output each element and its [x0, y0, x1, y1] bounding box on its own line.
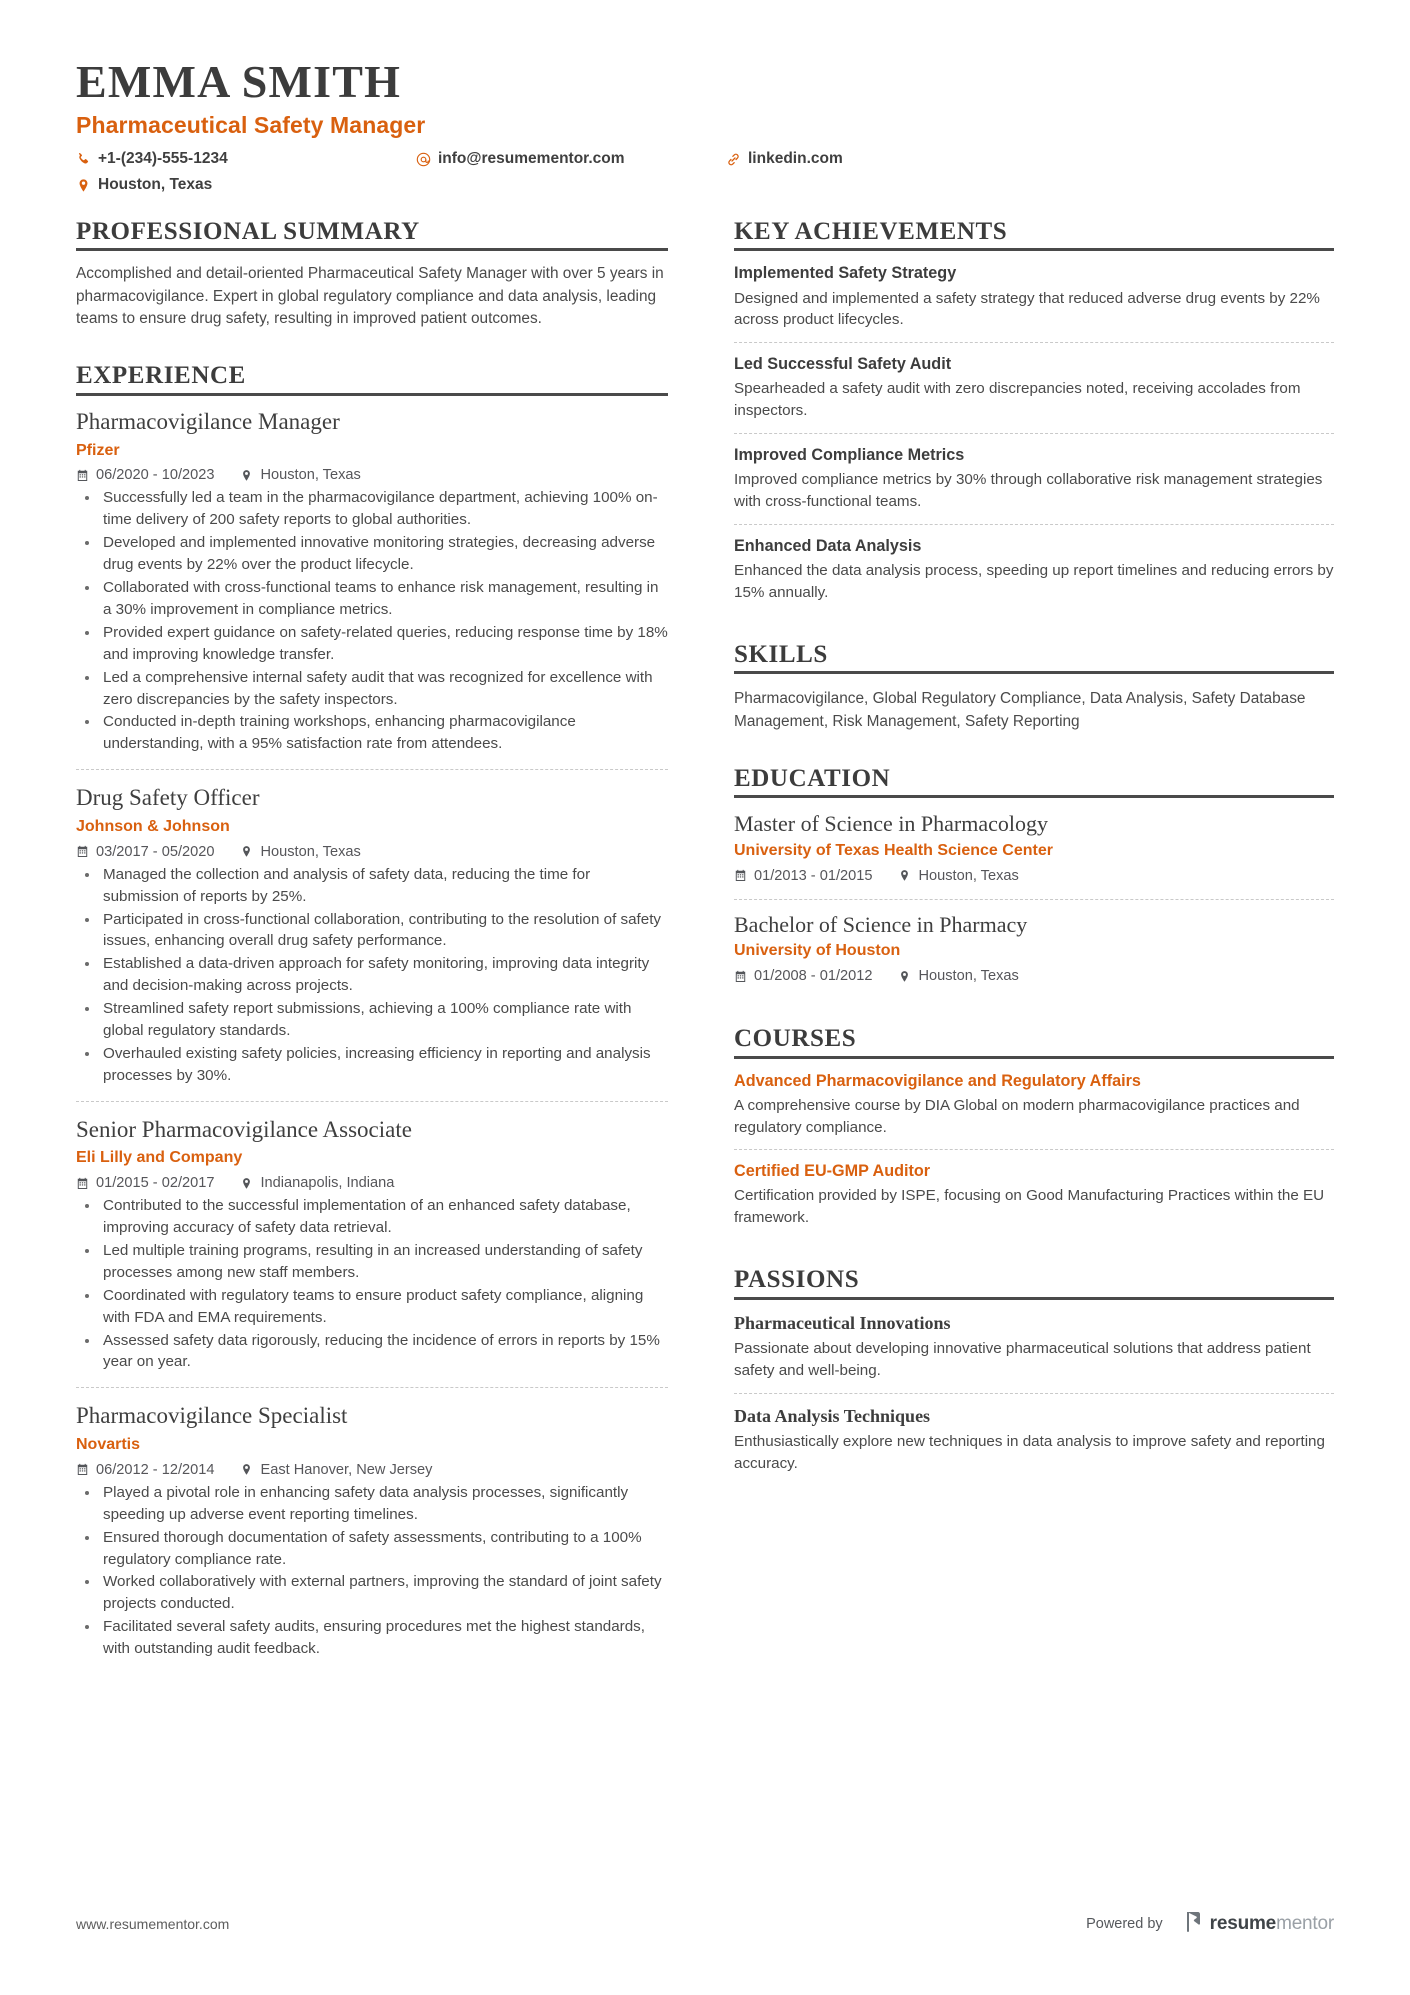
achievement-title: Implemented Safety Strategy — [734, 264, 957, 283]
bullet-item: Participated in cross-functional collaboration, contributing to the resolution of safety issues, enhancing overall drug safety performance. — [76, 909, 668, 953]
education-location-text: Houston, Texas — [918, 968, 1019, 985]
contact-phone-text: +1-(234)-555-1234 — [98, 150, 228, 168]
bookmark-logo-icon — [1185, 1911, 1204, 1937]
section-title-professional-summary: PROFESSIONAL SUMMARY — [76, 217, 420, 245]
experience-location-text: Houston, Texas — [260, 843, 361, 860]
bullet-item: Established a data-driven approach for safety monitoring, improving data integrity and decision-making across projects. — [76, 953, 668, 997]
section-rule — [734, 248, 1334, 251]
experience-bullets — [76, 487, 668, 755]
bullet-item: Worked collaboratively with external partners, improving the standard of joint safety projects conducted. — [76, 1571, 668, 1615]
education-dates-text: 01/2013 - 01/2015 — [754, 867, 873, 884]
education-dates-text: 01/2008 - 01/2012 — [754, 968, 873, 985]
section-key-achievements — [734, 218, 1334, 615]
education-school: University of Texas Health Science Center — [734, 841, 1053, 859]
bullet-item: Developed and implemented innovative monitoring strategies, decreasing adverse drug events by 22% over the product lifecycle. — [76, 532, 668, 576]
education-meta — [734, 868, 1334, 884]
achievement-item — [734, 263, 1334, 342]
education-school: University of Houston — [734, 942, 901, 960]
experience-location — [240, 467, 360, 483]
contact-location-text: Houston, Texas — [98, 176, 213, 194]
calendar-icon — [76, 845, 89, 858]
bullet-item: Conducted in-depth training workshops, enhancing pharmacovigilance understanding, with a 95% satisfaction rate from attendees. — [76, 711, 668, 755]
achievement-text: Enhanced the data analysis process, speeding up report timelines and reducing errors by 15% annually. — [734, 562, 1334, 601]
experience-company: Novartis — [76, 1436, 141, 1454]
section-professional-summary — [76, 218, 668, 330]
bullet-item: Led a comprehensive internal safety audit that was recognized for excellence with zero discrepancies by the safety inspectors. — [76, 667, 668, 711]
professional-summary-text: Accomplished and detail-oriented Pharmaceutical Safety Manager with over 5 years in pharmacovigilance. Expert in global regulatory compliance and data analysis, leading teams to ensure drug safety, resulting in improved patient outcomes. — [76, 265, 664, 328]
location-icon — [898, 970, 911, 983]
education-meta — [734, 968, 1334, 984]
section-title-experience: EXPERIENCE — [76, 362, 246, 390]
spacer — [734, 739, 1334, 765]
bullet-item: Successfully led a team in the pharmacovigilance department, achieving 100% on-time delivery of 200 safety reports to global authorities. — [76, 487, 668, 531]
achievement-text: Improved compliance metrics by 30% through collaborative risk management strategies with cross-functional teams. — [734, 471, 1323, 511]
experience-role: Senior Pharmacovigilance Associate — [76, 1116, 412, 1142]
experience-company: Pfizer — [76, 441, 120, 459]
passion-item — [734, 1393, 1334, 1486]
resumementor-wordmark — [1210, 1913, 1334, 1935]
calendar-icon — [734, 869, 747, 882]
education-dates — [734, 968, 872, 984]
achievement-item — [734, 524, 1334, 615]
section-title-courses: COURSES — [734, 1025, 857, 1053]
bullet-item: Collaborated with cross-functional teams to enhance risk management, resulting in a 30% improvement in compliance metrics. — [76, 577, 668, 621]
bullet-item: Coordinated with regulatory teams to ensure product safety compliance, aligning with FDA and EMA requirements. — [76, 1285, 668, 1329]
contact-details — [76, 149, 1334, 196]
achievement-text: Spearheaded a safety audit with zero discrepancies noted, receiving accolades from inspectors. — [734, 380, 1301, 420]
passion-text: Passionate about developing innovative pharmaceutical solutions that address patient safety and well-being. — [734, 1340, 1311, 1380]
right-column — [734, 218, 1334, 1492]
experience-meta — [76, 1175, 668, 1191]
experience-meta — [76, 467, 668, 483]
calendar-icon — [76, 1463, 89, 1476]
bullet-item: Ensured thorough documentation of safety assessments, contributing to a 100% regulatory compliance rate. — [76, 1527, 668, 1571]
experience-location — [240, 1462, 432, 1478]
achievement-item — [734, 342, 1334, 433]
spacer — [734, 621, 1334, 641]
contact-linkedin[interactable] — [726, 149, 1334, 170]
education-degree: Master of Science in Pharmacology — [734, 811, 1049, 837]
contact-location — [76, 175, 416, 196]
experience-entry — [76, 769, 668, 1096]
experience-role: Pharmacovigilance Manager — [76, 408, 340, 434]
education-dates — [734, 868, 872, 884]
course-title: Advanced Pharmacovigilance and Regulatory Affairs — [734, 1071, 1141, 1090]
experience-dates-text: 01/2015 - 02/2017 — [96, 1175, 215, 1192]
experience-entry — [76, 1101, 668, 1384]
calendar-icon — [76, 1177, 89, 1190]
contact-linkedin-text: linkedin.com — [748, 150, 843, 168]
experience-company: Johnson & Johnson — [76, 817, 230, 835]
education-degree: Bachelor of Science in Pharmacy — [734, 911, 1028, 937]
contact-phone[interactable] — [76, 149, 416, 170]
section-rule — [734, 671, 1334, 674]
location-icon — [240, 1177, 253, 1190]
left-column — [76, 218, 668, 1676]
experience-dates — [76, 467, 214, 483]
candidate-job-title: Pharmaceutical Safety Manager — [76, 111, 426, 138]
bullet-item: Provided expert guidance on safety-related queries, reducing response time by 18% and improving knowledge transfer. — [76, 622, 668, 666]
link-icon — [726, 152, 741, 167]
bullet-item: Facilitated several safety audits, ensuring procedures met the highest standards, with outstanding audit feedback. — [76, 1616, 668, 1660]
section-rule — [76, 248, 668, 251]
section-rule — [734, 1056, 1334, 1059]
calendar-icon — [734, 970, 747, 983]
passion-title: Pharmaceutical Innovations — [734, 1312, 951, 1333]
experience-dates — [76, 1175, 214, 1191]
passion-item — [734, 1312, 1334, 1393]
experience-role: Pharmacovigilance Specialist — [76, 1403, 348, 1429]
logo-word-light: mentor — [1276, 1913, 1334, 1934]
resume-header — [76, 56, 1334, 196]
section-title-key-achievements: KEY ACHIEVEMENTS — [734, 217, 1008, 245]
experience-bullets — [76, 1482, 668, 1660]
spacer — [734, 1246, 1334, 1266]
experience-location-text: Houston, Texas — [260, 467, 361, 484]
location-icon — [76, 178, 91, 193]
education-location-text: Houston, Texas — [918, 867, 1019, 884]
section-courses — [734, 1025, 1334, 1240]
course-text: A comprehensive course by DIA Global on modern pharmacovigilance practices and regulatory compliance. — [734, 1096, 1300, 1136]
section-rule — [76, 393, 668, 396]
spacer — [76, 336, 668, 362]
phone-icon — [76, 152, 91, 167]
experience-entry — [76, 408, 668, 765]
footer-website-url[interactable]: www.resumementor.com — [76, 1916, 230, 1932]
candidate-name: EMMA SMITH — [76, 56, 402, 107]
achievement-text: Designed and implemented a safety strategy that reduced adverse drug events by 22% across product lifecycles. — [734, 289, 1320, 329]
course-text: Certification provided by ISPE, focusing on Good Manufacturing Practices within the EU framework. — [734, 1187, 1325, 1227]
experience-location-text: Indianapolis, Indiana — [260, 1175, 395, 1192]
location-icon — [898, 869, 911, 882]
experience-location-text: East Hanover, New Jersey — [260, 1461, 433, 1478]
section-rule — [734, 1297, 1334, 1300]
skills-text: Pharmacovigilance, Global Regulatory Compliance, Data Analysis, Safety Database Management, Risk Management, Safety Reporting — [734, 690, 1306, 730]
spacer — [734, 1005, 1334, 1025]
bullet-item: Streamlined safety report submissions, achieving a 100% compliance rate with global regulatory standards. — [76, 998, 668, 1042]
experience-role: Drug Safety Officer — [76, 785, 260, 811]
experience-meta — [76, 844, 668, 860]
experience-location — [240, 844, 360, 860]
calendar-icon — [76, 469, 89, 482]
experience-dates — [76, 844, 214, 860]
section-rule — [734, 795, 1334, 798]
powered-by-label: Powered by — [1086, 1916, 1163, 1932]
bullet-item: Played a pivotal role in enhancing safety data analysis processes, significantly speeding up adverse event reporting timelines. — [76, 1482, 668, 1526]
location-icon — [240, 845, 253, 858]
bullet-item: Overhauled existing safety policies, increasing efficiency in reporting and analysis processes by 30%. — [76, 1043, 668, 1087]
location-icon — [240, 1463, 253, 1476]
course-item — [734, 1071, 1334, 1150]
section-title-education: EDUCATION — [734, 764, 891, 792]
logo-word-bold: resume — [1209, 1913, 1277, 1934]
experience-dates — [76, 1462, 214, 1478]
section-education — [734, 765, 1334, 999]
bullet-item: Assessed safety data rigorously, reducing the incidence of errors in reports by 15% year on year. — [76, 1330, 668, 1374]
section-skills — [734, 641, 1334, 733]
experience-dates-text: 06/2020 - 10/2023 — [96, 467, 215, 484]
achievement-title: Improved Compliance Metrics — [734, 446, 965, 465]
experience-bullets — [76, 864, 668, 1087]
passion-title: Data Analysis Techniques — [734, 1405, 931, 1426]
achievement-title: Led Successful Safety Audit — [734, 355, 952, 374]
page-footer — [76, 1911, 1334, 1937]
passion-text: Enthusiastically explore new techniques in data analysis to improve safety and reporting accuracy. — [734, 1433, 1325, 1473]
section-experience — [76, 362, 668, 1670]
bullet-item: Led multiple training programs, resulting in an increased understanding of safety processes among new staff members. — [76, 1240, 668, 1284]
experience-dates-text: 03/2017 - 05/2020 — [96, 843, 215, 860]
course-title: Certified EU-GMP Auditor — [734, 1162, 931, 1181]
section-title-skills: SKILLS — [734, 640, 828, 668]
experience-entry — [76, 1387, 668, 1670]
bullet-item: Contributed to the successful implementation of an enhanced safety database, improving accuracy of safety data retrieval. — [76, 1195, 668, 1239]
contact-email-text: info@resumementor.com — [438, 150, 625, 168]
achievement-title: Enhanced Data Analysis — [734, 536, 922, 555]
contact-email[interactable] — [416, 149, 726, 170]
resumementor-logo — [1185, 1911, 1334, 1937]
education-entry — [734, 810, 1334, 898]
resume-columns — [76, 218, 1334, 1676]
experience-location — [240, 1175, 394, 1191]
education-location — [898, 868, 1018, 884]
course-item — [734, 1149, 1334, 1240]
experience-company: Eli Lilly and Company — [76, 1149, 243, 1167]
email-icon — [416, 152, 431, 167]
location-icon — [240, 469, 253, 482]
experience-bullets — [76, 1195, 668, 1373]
bullet-item: Managed the collection and analysis of safety data, reducing the time for submission of reports by 25%. — [76, 864, 668, 908]
experience-dates-text: 06/2012 - 12/2014 — [96, 1461, 215, 1478]
achievement-item — [734, 433, 1334, 524]
experience-meta — [76, 1462, 668, 1478]
footer-branding — [1086, 1911, 1334, 1937]
section-title-passions: PASSIONS — [734, 1266, 860, 1294]
education-location — [898, 968, 1018, 984]
education-entry — [734, 899, 1334, 999]
section-passions — [734, 1266, 1334, 1486]
